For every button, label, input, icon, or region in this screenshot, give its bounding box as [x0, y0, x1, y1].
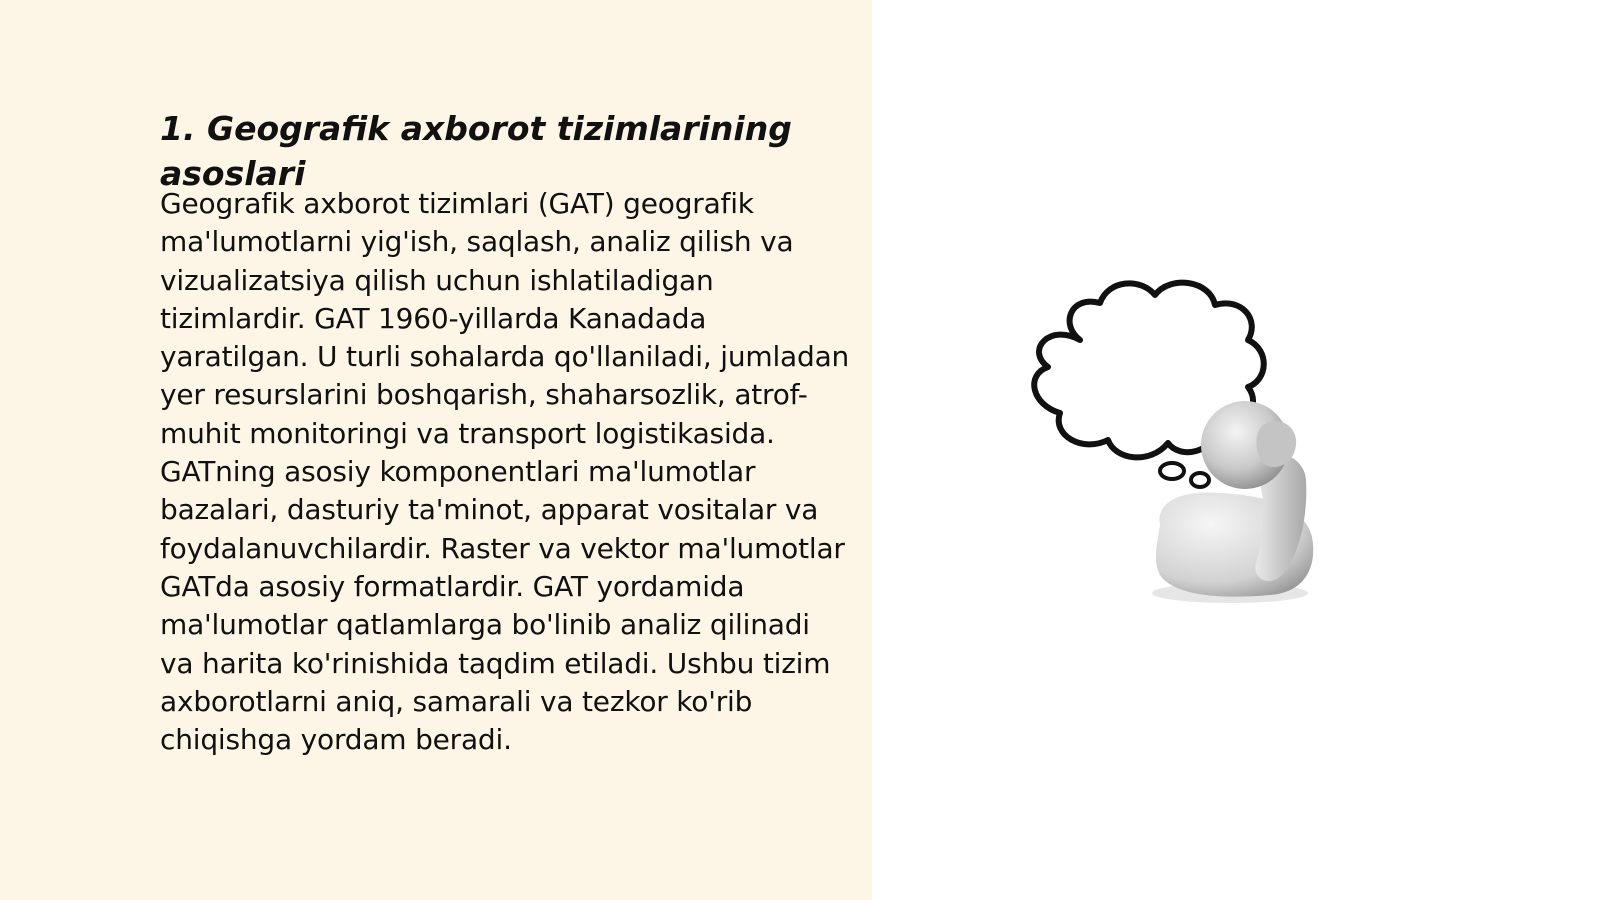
thought-bubble-small-2 — [1191, 473, 1209, 487]
thinking-person-with-thought-bubble-icon — [1020, 275, 1350, 625]
thought-bubble-small-1 — [1160, 463, 1184, 479]
slide-title: 1. Geografik axborot tizimlarining asoslari — [160, 109, 792, 193]
slide-body-text: Geografik axborot tizimlari (GAT) geografik ma'lumotlarni yig'ish, saqlash, analiz qilish va vizualizatsiya qilish uchun ishlatiladigan tizimlardir. GAT 1960-yillarda Kanadada yaratilgan. U turli sohalarda qo'llaniladi, jumladan yer resurslarini boshqarish, shaharsozlik, atrof-muhit monitoringi va transport logistikasida. GATning asosiy komponentlari ma'lumotlar bazalari, dasturiy ta'minot, apparat vositalar va foydalanuvchilardir. Raster va vektor ma'lumotlar GATda asosiy formatlardir. GAT yordamida ma'lumotlar qatlamlarga bo'linib analiz qilinadi va harita ko'rinishida taqdim etiladi. Ushbu tizim axborotlarni aniq, samarali va tezkor ko'rib chiqishga yordam beradi. — [160, 187, 850, 757]
